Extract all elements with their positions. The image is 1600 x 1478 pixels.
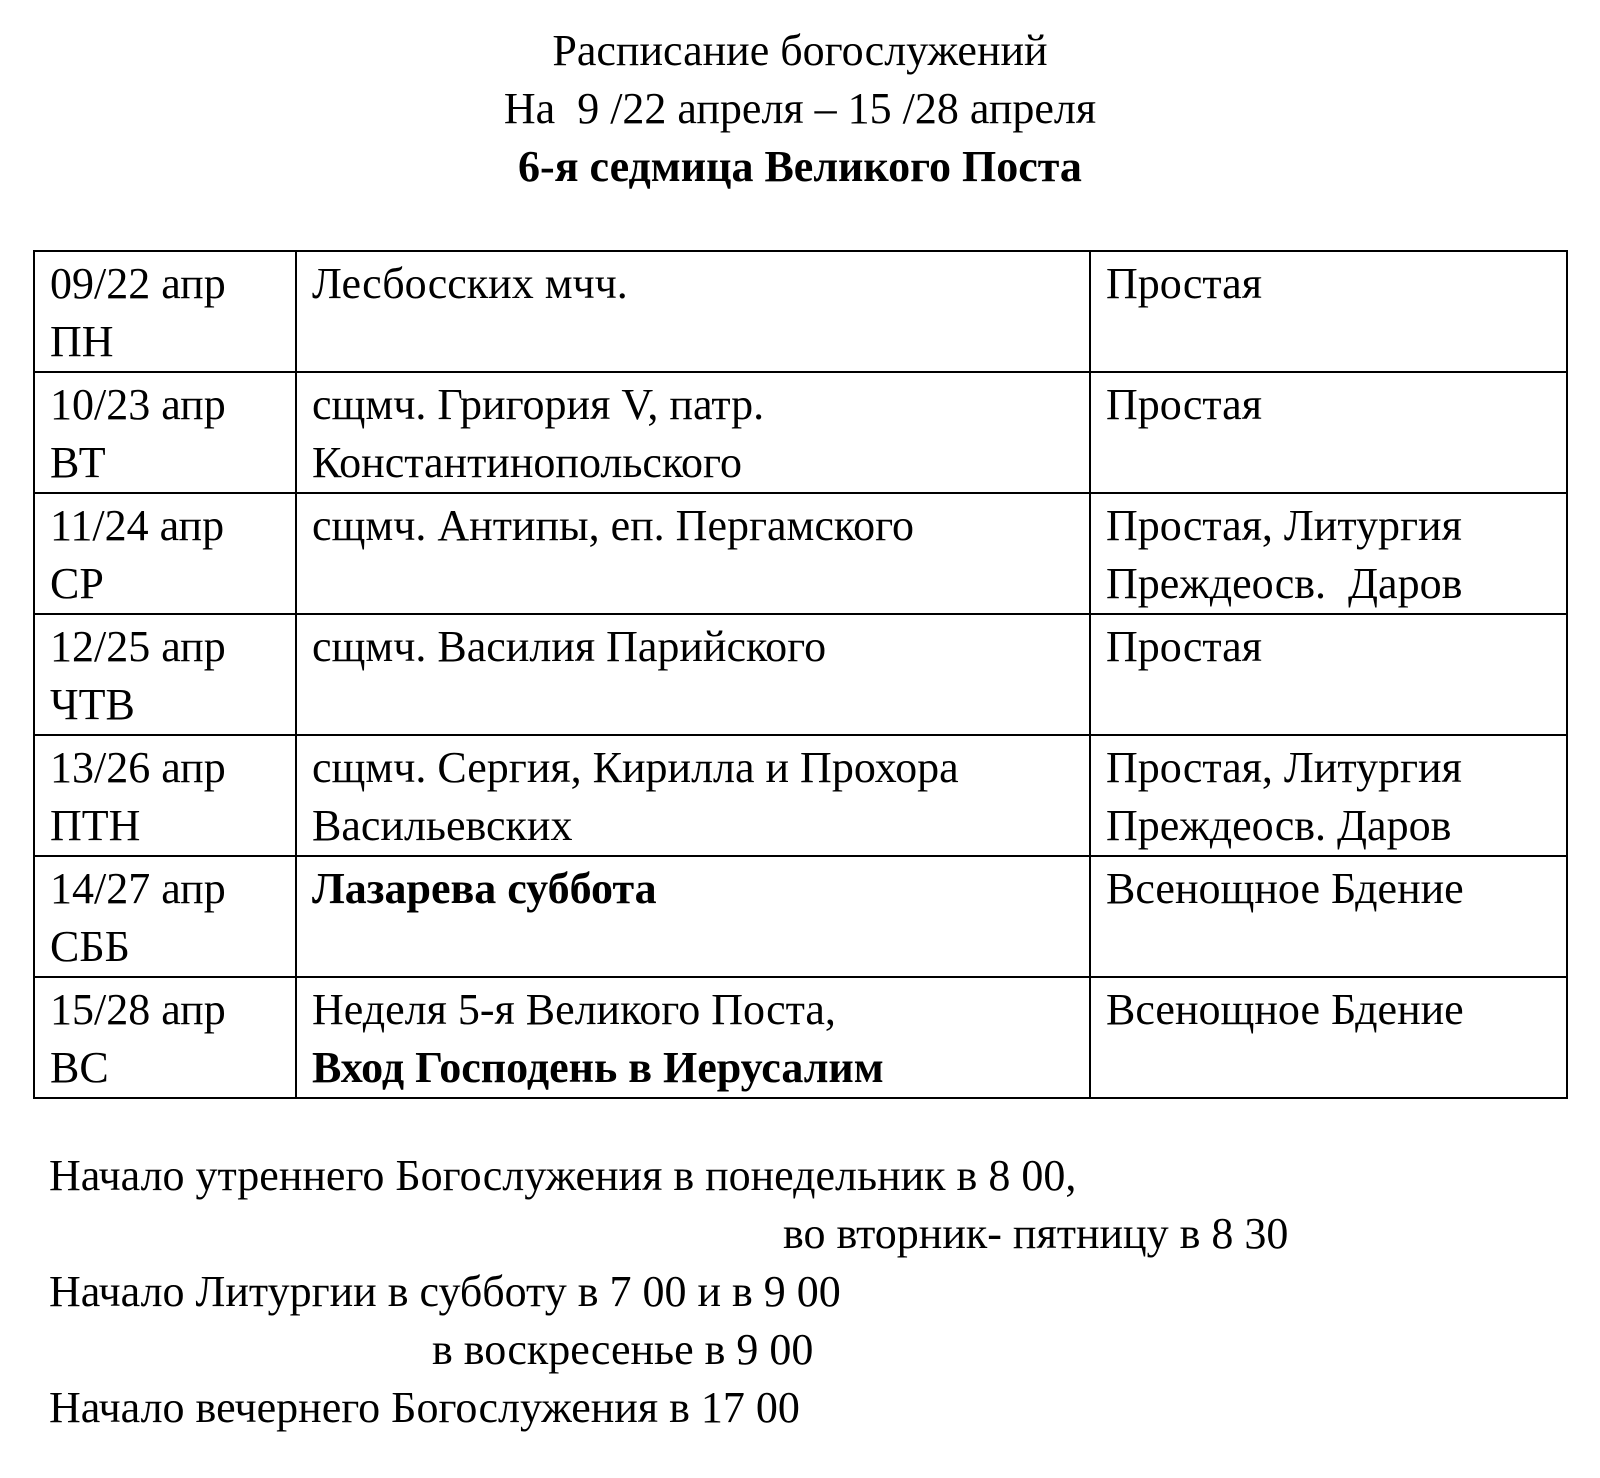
commemoration-text: сщмч. Григория V, патр. xyxy=(312,380,765,429)
date-text: 13/26 апр xyxy=(50,743,226,792)
commemoration-cell xyxy=(296,735,1090,856)
commemoration-text: Лесбосских мчч. xyxy=(312,259,628,308)
date-text: 09/22 апр xyxy=(50,259,226,308)
weekday-text: СР xyxy=(50,559,104,608)
commemoration-cell xyxy=(296,372,1090,493)
weekday-text: ВС xyxy=(50,1043,109,1092)
commemoration-cell xyxy=(296,251,1090,372)
morning-service-time: Начало утреннего Богослужения в понедельник в 8 00, xyxy=(49,1151,1077,1200)
service-cell xyxy=(1090,614,1567,735)
table-row xyxy=(34,614,1567,735)
service-text: Всенощное Бдение xyxy=(1106,985,1464,1034)
date-text: 14/27 апр xyxy=(50,864,226,913)
service-times xyxy=(49,1147,1549,1437)
date-cell xyxy=(34,372,296,493)
date-text: 11/24 апр xyxy=(50,501,225,550)
service-cell xyxy=(1090,856,1567,977)
date-cell xyxy=(34,977,296,1098)
service-text: Простая xyxy=(1106,259,1262,308)
service-text: Всенощное Бдение xyxy=(1106,864,1464,913)
commemoration-cell xyxy=(296,493,1090,614)
table-row xyxy=(34,251,1567,372)
commemoration-text: Константинопольского xyxy=(312,438,743,487)
service-cell xyxy=(1090,977,1567,1098)
commemoration-text: Неделя 5-я Великого Поста, xyxy=(312,985,836,1034)
commemoration-text: сщмч. Антипы, еп. Пергамского xyxy=(312,501,915,550)
commemoration-text: Вход Господень в Иерусалим xyxy=(312,1043,884,1092)
commemoration-text: сщмч. Сергия, Кирилла и Прохора xyxy=(312,743,959,792)
weekday-text: ВТ xyxy=(50,438,106,487)
schedule-table xyxy=(33,250,1568,1099)
commemoration-cell xyxy=(296,856,1090,977)
commemoration-cell xyxy=(296,977,1090,1098)
commemoration-text: Васильевских xyxy=(312,801,573,850)
weekday-text: ПТН xyxy=(50,801,141,850)
table-row xyxy=(34,493,1567,614)
date-cell xyxy=(34,614,296,735)
liturgy-time: Начало Литургии в субботу в 7 00 и в 9 00 xyxy=(49,1267,841,1316)
date-text: 12/25 апр xyxy=(50,622,226,671)
table-row xyxy=(34,856,1567,977)
commemoration-text: Лазарева суббота xyxy=(312,864,657,913)
date-cell xyxy=(34,856,296,977)
table-row xyxy=(34,372,1567,493)
weekday-text: СББ xyxy=(50,922,130,971)
liturgy-time-sunday: в воскресенье в 9 00 xyxy=(432,1325,814,1374)
service-text: Преждеосв. Даров xyxy=(1106,801,1452,850)
table-row xyxy=(34,977,1567,1098)
service-text: Преждеосв. Даров xyxy=(1106,559,1463,608)
service-cell xyxy=(1090,735,1567,856)
date-text: 15/28 апр xyxy=(50,985,226,1034)
commemoration-cell xyxy=(296,614,1090,735)
date-text: 10/23 апр xyxy=(50,380,226,429)
weekday-text: ЧТВ xyxy=(50,680,135,729)
service-text: Простая xyxy=(1106,380,1262,429)
date-cell xyxy=(34,493,296,614)
document-header xyxy=(0,22,1600,196)
service-text: Простая xyxy=(1106,622,1262,671)
morning-service-time-weekdays: во вторник- пятницу в 8 30 xyxy=(783,1209,1289,1258)
date-range: На 9 /22 апреля – 15 /28 апреля xyxy=(503,84,1097,133)
date-cell xyxy=(34,251,296,372)
week-title: 6-я седмица Великого Поста xyxy=(518,142,1082,191)
service-cell xyxy=(1090,372,1567,493)
weekday-text: ПН xyxy=(50,317,114,366)
service-cell xyxy=(1090,251,1567,372)
service-text: Простая, Литургия xyxy=(1106,501,1462,550)
service-text: Простая, Литургия xyxy=(1106,743,1462,792)
service-cell xyxy=(1090,493,1567,614)
date-cell xyxy=(34,735,296,856)
document-title: Расписание богослужений xyxy=(552,26,1048,75)
table-row xyxy=(34,735,1567,856)
evening-service-time: Начало вечернего Богослужения в 17 00 xyxy=(49,1383,800,1432)
commemoration-text: сщмч. Василия Парийского xyxy=(312,622,827,671)
